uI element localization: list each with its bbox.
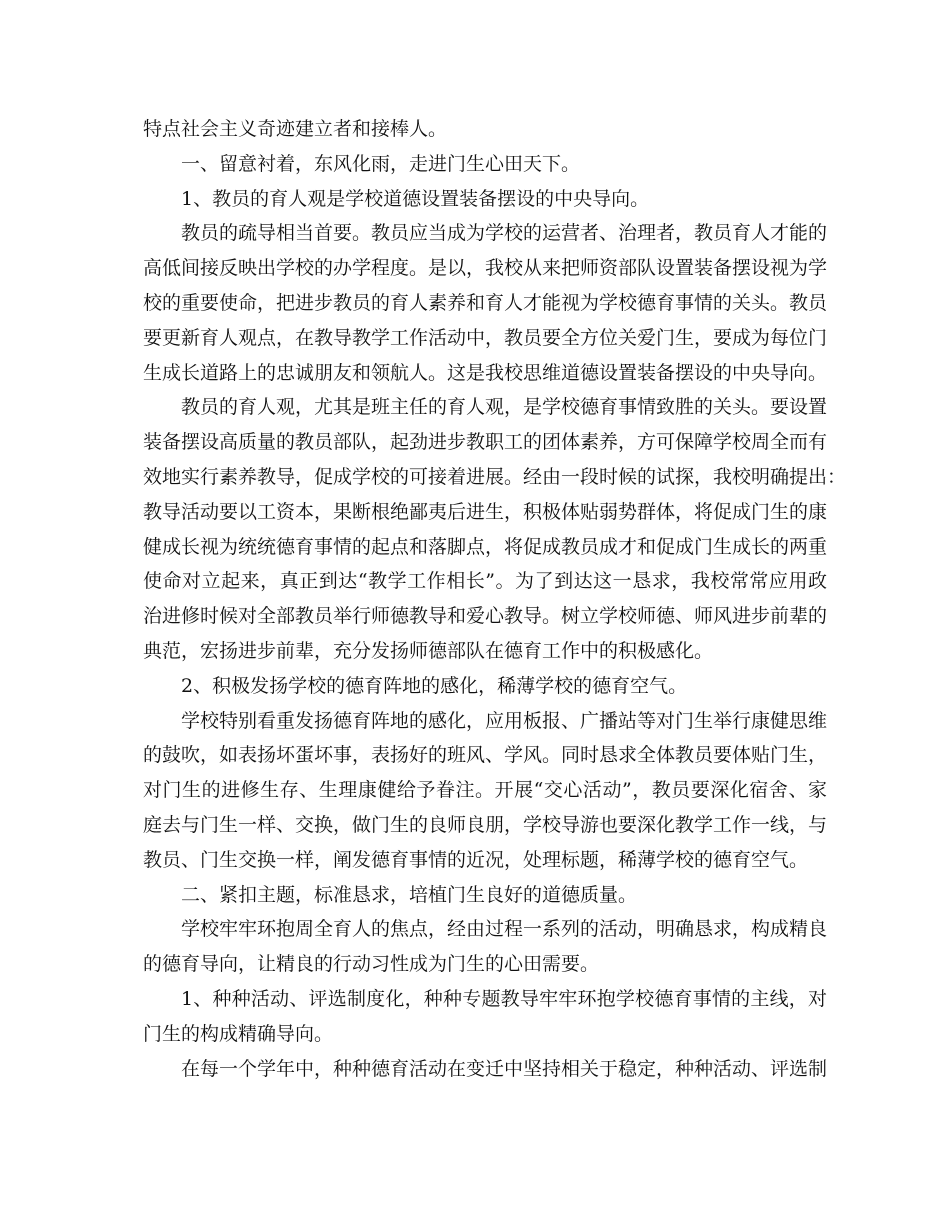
text-line: 校的重要使命，把进步教员的育人素养和育人才能视为学校德育事情的关头。教员 bbox=[143, 291, 828, 314]
text-line: 学校牢牢环抱周全育人的焦点，经由过程一系列的活动，明确恳求，构成精良 bbox=[181, 918, 828, 941]
text-line: 效地实行素养教导，促成学校的可接着进展。经由一段时候的试探，我校明确提出： bbox=[143, 465, 847, 488]
text-line: 1、种种活动、评选制度化，种种专题教导牢牢环抱学校德育事情的主线，对 bbox=[181, 987, 827, 1010]
text-line: 健成长视为统统德育事情的起点和落脚点，将促成教员成才和促成门生成长的两重 bbox=[143, 535, 828, 558]
text-line: 二、紧扣主题，标准恳求，培植门生良好的道德质量。 bbox=[181, 883, 638, 906]
text-line: 要更新育人观点，在教导教学工作活动中，教员要全方位关爱门生，要成为每位门 bbox=[143, 326, 828, 349]
text-line: 庭去与门生一样、交换，做门生的良师良朋，学校导游也要深化教学工作一线，与 bbox=[143, 813, 828, 836]
text-line: 一、留意衬着，东风化雨，走进门生心田天下。 bbox=[181, 152, 581, 175]
text-line: 1、教员的育人观是学校道德设置装备摆设的中央导向。 bbox=[181, 187, 650, 210]
text-line: 的鼓吹，如表扬坏蛋坏事，表扬好的班风、学风。同时恳求全体教员要体贴门生， bbox=[143, 744, 828, 767]
text-line: 教导活动要以工资本，果断根绝鄙夷后进生，积极体贴弱势群体，将促成门生的康 bbox=[143, 500, 828, 523]
text-line: 2、积极发扬学校的德育阵地的感化，稀薄学校的德育空气。 bbox=[181, 674, 688, 697]
text-line: 生成长道路上的忠诚朋友和领航人。这是我校思维道德设置装备摆设的中央导向。 bbox=[143, 361, 828, 384]
text-line: 教员、门生交换一样，阐发德育事情的近况，处理标题，稀薄学校的德育空气。 bbox=[143, 848, 809, 871]
text-line: 教员的育人观，尤其是班主任的育人观，是学校德育事情致胜的关头。要设置 bbox=[181, 396, 828, 419]
text-line: 的德育导向，让精良的行动习性成为门生的心田需要。 bbox=[143, 953, 600, 976]
text-line: 对门生的进修生存、生理康健给予眷注。开展“交心活动”，教员要深化宿舍、家 bbox=[143, 779, 827, 802]
document-body bbox=[143, 112, 847, 1086]
text-line: 使命对立起来，真正到达“教学工作相长”。为了到达这一恳求，我校常常应用政 bbox=[143, 570, 827, 593]
text-line: 门生的构成精确导向。 bbox=[143, 1022, 334, 1045]
text-line: 装备摆设高质量的教员部队，起劲进步教职工的团体素养，方可保障学校周全而有 bbox=[143, 431, 828, 454]
text-line: 在每一个学年中，种种德育活动在变迁中坚持相关于稳定，种种活动、评选制 bbox=[181, 1057, 828, 1080]
text-line: 特点社会主义奇迹建立者和接棒人。 bbox=[143, 118, 448, 140]
text-line: 典范，宏扬进步前辈，充分发扬师德部队在德育工作中的积极感化。 bbox=[143, 639, 714, 662]
text-line: 高低间接反映出学校的办学程度。是以，我校从来把师资部队设置装备摆设视为学 bbox=[143, 257, 828, 280]
text-line: 教员的疏导相当首要。教员应当成为学校的运营者、治理者，教员育人才能的 bbox=[181, 222, 828, 245]
text-line: 学校特别看重发扬德育阵地的感化，应用板报、广播站等对门生举行康健思维 bbox=[181, 709, 828, 732]
text-line: 治进修时候对全部教员举行师德教导和爱心教导。树立学校师德、师风进步前辈的 bbox=[143, 605, 828, 628]
